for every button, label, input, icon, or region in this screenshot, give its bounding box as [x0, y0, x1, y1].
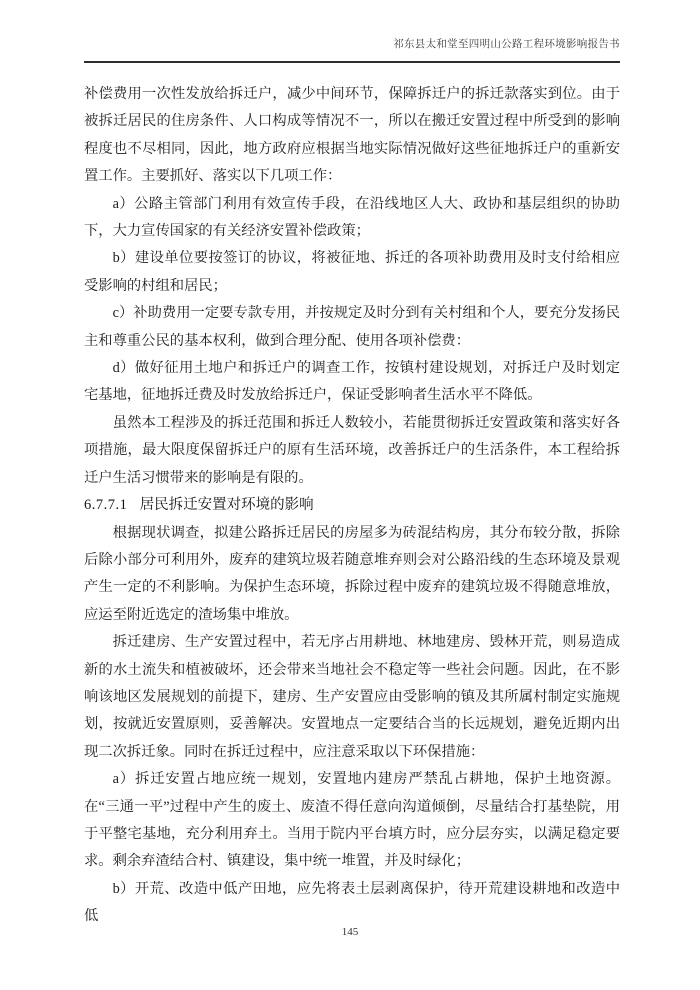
heading-text: 居民拆迁安置对环境的影响	[139, 497, 314, 514]
paragraph: a）公路主管部门利用有效宣传手段，在沿线地区人大、政协和基层组织的协助下，大力宣传国家的有关经济安置补偿政策；	[84, 195, 620, 240]
paragraph: c）补助费用一定要专款专用，并按规定及时分到有关村组和个人，要充分发扬民主和尊重公民的基本权利，做到合理分配、使用各项补偿费：	[84, 305, 620, 349]
paragraph: 拆迁建房、生产安置过程中，若无序占用耕地、林地建房、毁林开荒，则易造成新的水土流失和植被破坏，还会带来当地社会不稳定等一些社会问题。因此，在不影响该地区发展规划的前提下，建房、生产安置应由受影响的镇及其所属村制定实施规划，按就近安置原则，妥善解决。安置地点一定要结合当的长远规划，避免近期内出现二次拆迁象。同时在拆迁过程中，应注意采取以下环保措施：	[84, 634, 620, 760]
header-title: 祁东县太和堂至四明山公路工程环境影响报告书	[393, 39, 620, 50]
paragraph: d）做好征用土地户和拆迁户的调查工作，按镇村建设规划，对拆迁户及时划定宅基地，征地拆迁费及时发放给拆迁户，保证受影响者生活水平不降低。	[84, 360, 620, 404]
page-header	[84, 38, 620, 63]
paragraph: 补偿费用一次性发放给拆迁户，减少中间环节，保障拆迁户的拆迁款落实到位。由于被拆迁居民的住房条件、人口构成等情况不一，所以在搬迁安置过程中所受到的影响程度也不尽相同，因此，地方政府应根据当地实际情况做好这些征地拆迁户的重新安置工作。主要抓好、落实以下几项工作：	[84, 86, 620, 185]
paragraph: a）拆迁安置占地应统一规划，安置地内建房严禁乱占耕地，保护土地资源。在“三通一平”过程中产生的废土、废渣不得任意向沟道倾倒，尽量结合打基垫院，用于平整宅基地，充分利用弃土。当用于院内平台填方时，应分层夯实，以满足稳定要求。剩余弃渣结合村、镇建设，集中统一堆置，并及时绿化；	[84, 771, 620, 870]
page-number: 145	[341, 926, 359, 938]
paragraph: 虽然本工程涉及的拆迁范围和拆迁人数较小，若能贯彻拆迁安置政策和落实好各项措施，最大限度保留拆迁户的原有生活环境，改善拆迁户的生活条件，本工程给拆迁户生活习惯带来的影响是有限的。	[84, 414, 620, 486]
paragraph: b）开荒、改造中低产田地，应先将表土层剥离保护，待开荒建设耕地和改造中低	[84, 880, 620, 925]
paragraph: 根据现状调查，拟建公路拆迁居民的房屋多为砖混结构房，其分布较分散，拆除后除小部分可利用外，废弃的建筑垃圾若随意堆弃则会对公路沿线的生态环境及景观产生一定的不利影响。为保护生态环境，拆除过程中废弃的建筑垃圾不得随意堆放，应运至附近选定的渣场集中堆放。	[84, 524, 620, 623]
document-body	[84, 81, 620, 931]
section-heading	[84, 492, 620, 519]
header-rule	[84, 61, 620, 63]
page-footer	[0, 922, 700, 940]
heading-number: 6.7.7.1	[84, 497, 128, 514]
paragraph: b）建设单位要按签订的协议，将被征地、拆迁的各项补助费用及时支付给相应受影响的村组和居民；	[84, 250, 620, 294]
